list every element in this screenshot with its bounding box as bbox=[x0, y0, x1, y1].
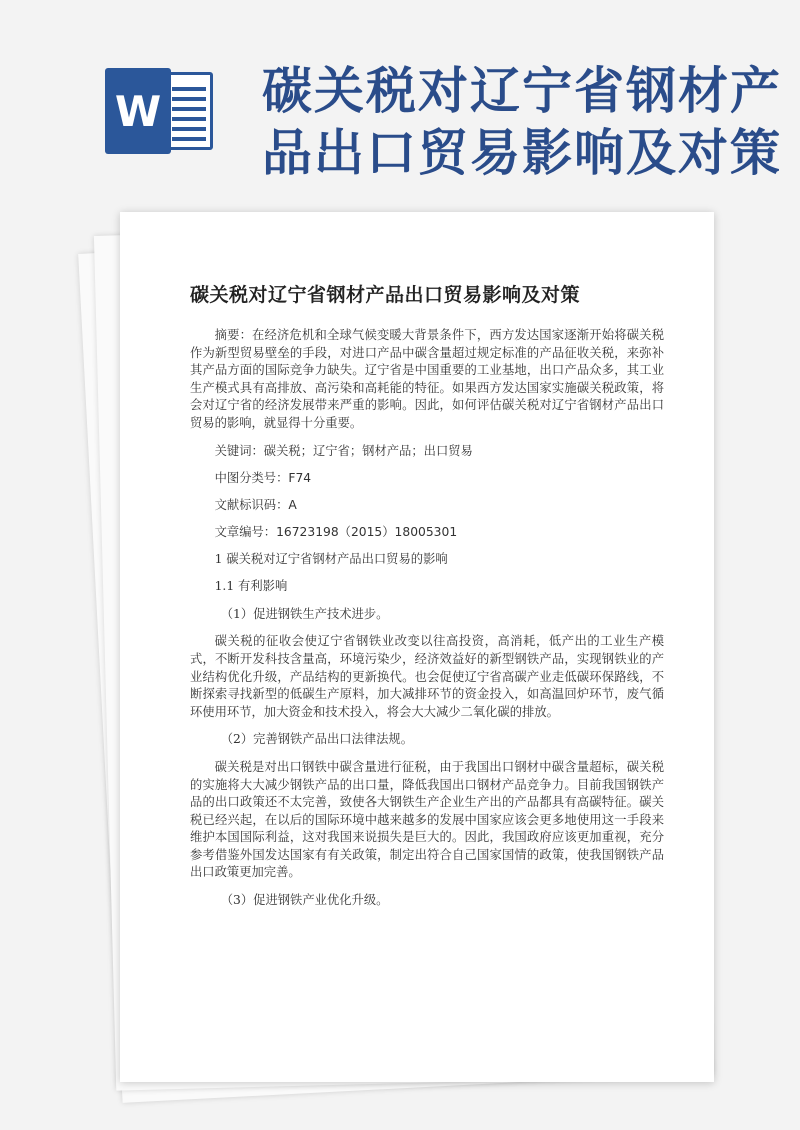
clc-number-line: 中图分类号：F74 bbox=[214, 470, 312, 485]
subsection-heading: 1.1 有利影响 bbox=[214, 579, 288, 594]
list-item: （3）促进钢铁产业优化升级。 bbox=[220, 893, 389, 908]
doc-code-line: 文献标识码：A bbox=[214, 497, 297, 512]
list-item: （2）完善钢铁产品出口法律法规。 bbox=[220, 732, 414, 747]
list-item: （1）促进钢铁生产技术进步。 bbox=[220, 606, 389, 621]
abstract-paragraph: 摘要：在经济危机和全球气候变暖大背景条件下，西方发达国家逐渐开始将碳关税作为新型贸易壁垒的手段，对进口产品中碳含量超过规定标准的产品征收关税，来弥补其产品方面的国际竞争力缺失。辽宁省是中国重要的工业基地，出口产品众多，其工业生产模式具有高排放、高污染和高耗能的特征。如果西方发达国家实施碳关税政策，将会对辽宁省的经济发展带来严重的影响。因此，如何评估碳关税对辽宁省钢材产品出口贸易的影响，就显得十分重要。 bbox=[190, 328, 664, 430]
article-number-line: 文章编号：16723198（2015）18005301 bbox=[214, 524, 458, 539]
document-page bbox=[120, 212, 714, 1082]
document-title: 碳关税对辽宁省钢材产品出口贸易影响及对策 bbox=[190, 284, 581, 306]
document-body bbox=[190, 327, 664, 910]
word-logo-badge: W bbox=[105, 68, 171, 154]
keywords-line: 关键词：碳关税；辽宁省；钢材产品；出口贸易 bbox=[214, 443, 473, 458]
section-heading: 1 碳关税对辽宁省钢材产品出口贸易的影响 bbox=[214, 551, 448, 566]
body-paragraph: 碳关税的征收会使辽宁省钢铁业改变以往高投资，高消耗，低产出的工业生产模式，不断开发科技含量高，环境污染少，经济效益好的新型钢铁产品，实现钢铁业的产业结构优化升级，产品结构的更新换代。也会促使辽宁省高碳产业走低碳环保路线，不断探索寻找新型的低碳生产原料，加大减排环节的资金投入，如高温回炉环节，废气循环使用环节，加大资金和技术投入，将会大大减少二氧化碳的排放。 bbox=[190, 634, 664, 719]
body-paragraph: 碳关税是对出口钢铁中碳含量进行征税，由于我国出口钢材中碳含量超标，碳关税的实施将大大减少钢铁产品的出口量，降低我国出口钢材产品竞争力。目前我国钢铁产品的出口政策还不太完善，致使各大钢铁生产企业生产出的产品都具有高碳特征。碳关税已经兴起，在以后的国际环境中越来越多的发展中国家应该会更多地使用这一手段来维护本国国际利益，这对我国来说损失是巨大的。因此，我国政府应该更加重视，充分参考借鉴外国发达国家有有关政策，制定出符合自己国家国情的政策，使我国钢铁产品出口政策更加完善。 bbox=[190, 759, 664, 880]
word-document-icon bbox=[105, 68, 217, 154]
banner-title: 碳关税对辽宁省钢材产品出口贸易影响及对策 bbox=[262, 61, 782, 182]
